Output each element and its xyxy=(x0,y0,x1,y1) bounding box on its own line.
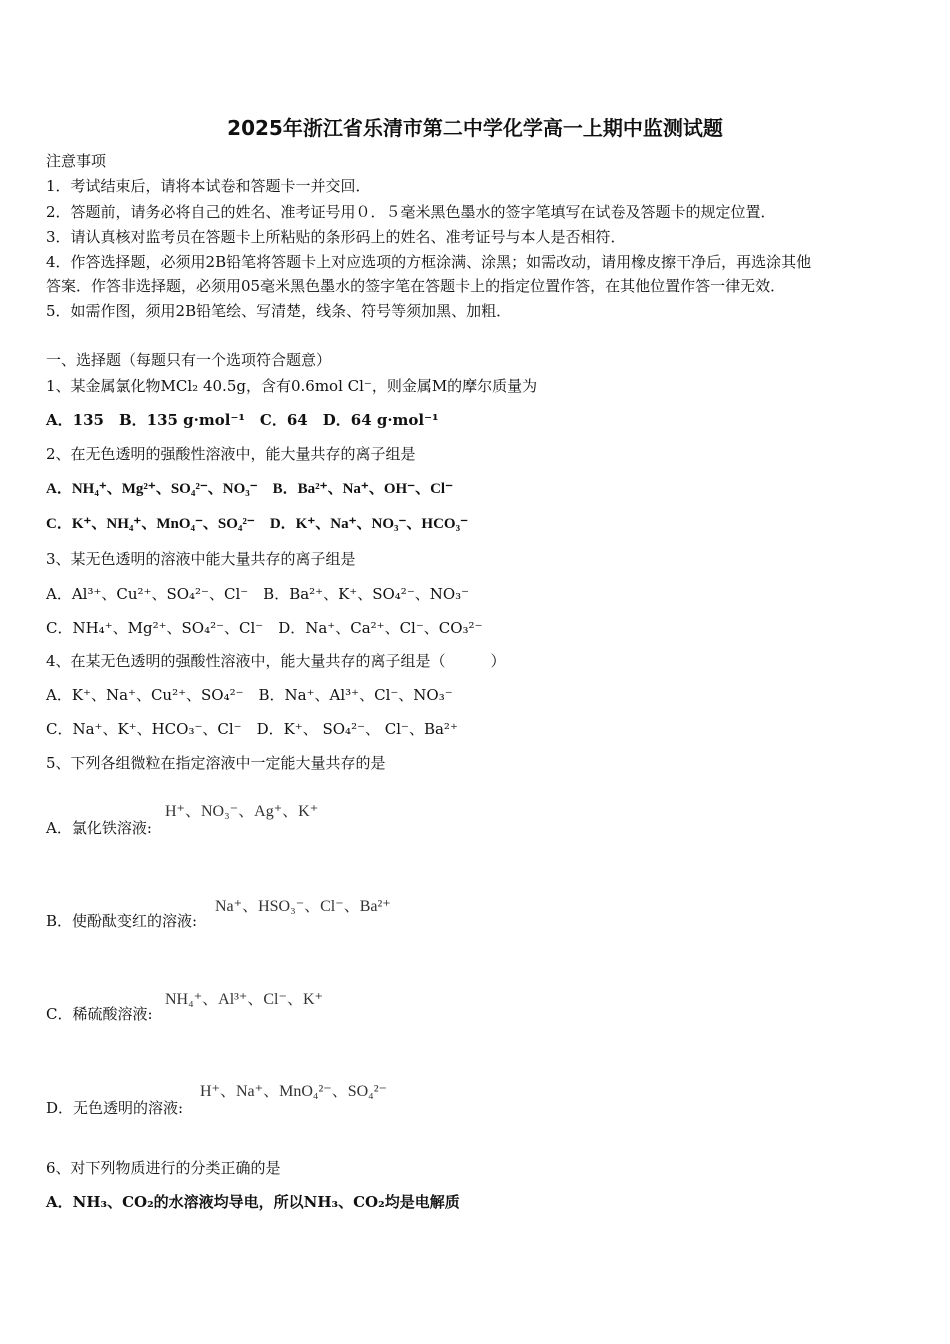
question-2-stem: 2、在无色透明的强酸性溶液中，能大量共存的离子组是 xyxy=(46,445,416,463)
notice-item: 3．请认真核对监考员在答题卡上所粘贴的条形码上的姓名、准考证号与本人是否相符． xyxy=(46,228,626,246)
question-6-option-a: A．NH₃、CO₂的水溶液均导电，所以NH₃、CO₂均是电解质 xyxy=(46,1193,460,1211)
question-5-option-c-ions: NH₄⁺、Al³⁺、Cl⁻、K⁺ xyxy=(165,991,323,1008)
notice-heading: 注意事项 xyxy=(46,152,107,170)
section-heading: 一、选择题（每题只有一个选项符合题意） xyxy=(46,351,332,369)
question-1-stem: 1、某金属氯化物MCl₂ 40.5g，含有0.6mol Cl⁻，则金属M的摩尔质量为 xyxy=(46,377,538,395)
question-5-option-a-label: A．氯化铁溶液: xyxy=(46,819,152,837)
question-1-options: A．135 B．135 g·mol⁻¹ C．64 D．64 g·mol⁻¹ xyxy=(46,411,439,429)
notice-item: 答案．作答非选择题，必须用05毫米黑色墨水的签字笔在答题卡上的指定位置作答，在其他位置作答一律无效． xyxy=(46,277,786,295)
notice-item: 1．考试结束后，请将本试卷和答题卡一并交回． xyxy=(46,177,371,195)
question-4-options-ab: A．K⁺、Na⁺、Cu²⁺、SO₄²⁻ B．Na⁺、Al³⁺、Cl⁻、NO₃⁻ xyxy=(46,686,453,704)
question-3-options-ab: A．Al³⁺、Cu²⁺、SO₄²⁻、Cl⁻ B．Ba²⁺、K⁺、SO₄²⁻、NO₃⁻ xyxy=(46,585,470,603)
question-3-options-cd: C．NH₄⁺、Mg²⁺、SO₄²⁻、Cl⁻ D．Na⁺、Ca²⁺、Cl⁻、CO₃²⁻ xyxy=(46,619,483,637)
question-5-option-c-label: C．稀硫酸溶液: xyxy=(46,1005,153,1023)
question-5-option-a-ions: H⁺、NO₃⁻、Ag⁺、K⁺ xyxy=(165,803,319,820)
question-5-option-d-ions: H⁺、Na⁺、MnO₄²⁻、SO₄²⁻ xyxy=(200,1083,387,1100)
question-4-options-cd: C．Na⁺、K⁺、HCO₃⁻、Cl⁻ D．K⁺、 SO₄²⁻、 Cl⁻、Ba²⁺ xyxy=(46,720,458,738)
question-5-option-d-label: D．无色透明的溶液: xyxy=(46,1099,184,1117)
question-6-stem: 6、对下列物质进行的分类正确的是 xyxy=(46,1159,281,1177)
question-5-option-b-label: B．使酚酞变红的溶液: xyxy=(46,912,198,930)
notice-item: 5．如需作图，须用2B铅笔绘、写清楚，线条、符号等须加黑、加粗． xyxy=(46,302,512,320)
question-5-stem: 5、下列各组微粒在指定溶液中一定能大量共存的是 xyxy=(46,754,386,772)
notice-item: 2．答题前，请务必将自己的姓名、准考证号用０．５毫米黑色墨水的签字笔填写在试卷及答题卡的规定位置． xyxy=(46,203,776,221)
question-2-options-ab: A．NH₄⁺、Mg²⁺、SO₄²⁻、NO₃⁻ B．Ba²⁺、Na⁺、OH⁻、Cl⁻ xyxy=(46,481,454,497)
question-2-options-cd: C．K⁺、NH₄⁺、MnO₄⁻、SO₄²⁻ D．K⁺、Na⁺、NO₃⁻、HCO₃⁻ xyxy=(46,516,469,532)
notice-item: 4．作答选择题，必须用2B铅笔将答题卡上对应选项的方框涂满、涂黑；如需改动，请用橡皮擦干净后，再选涂其他 xyxy=(46,253,812,271)
question-3-stem: 3、某无色透明的溶液中能大量共存的离子组是 xyxy=(46,550,356,568)
page-title: 2025年浙江省乐清市第二中学化学高一上期中监测试题 xyxy=(227,116,723,140)
question-5-option-b-ions: Na⁺、HSO₃⁻、Cl⁻、Ba²⁺ xyxy=(215,898,391,915)
question-4-stem: 4、在某无色透明的强酸性溶液中，能大量共存的离子组是（ ） xyxy=(46,652,506,670)
